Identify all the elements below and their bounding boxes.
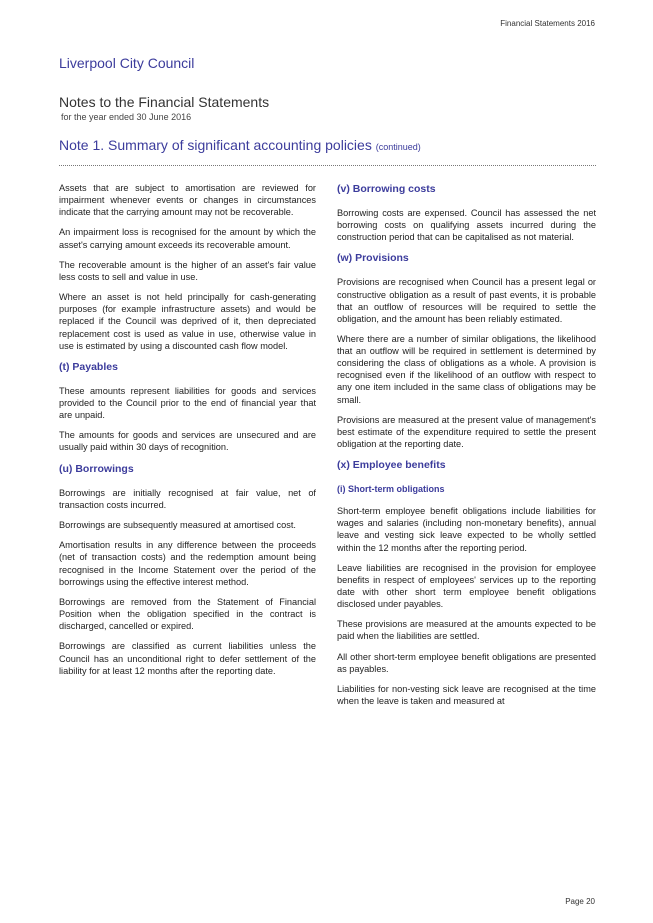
provisions-paragraph-1: Provisions are recognised when Council has a present legal or constructive obligation as a result of past events, it is probable that an outflow of resources will be required to settle the obligation, and the amount has been reliably estimated. bbox=[337, 277, 596, 324]
borrowings-paragraph-3: Amortisation results in any difference between the proceeds (net of transaction costs) and the redemption amount being recognised in the Income Statement over the period of the borrowings using the effective interest method. bbox=[59, 540, 316, 587]
continued-label: (continued) bbox=[375, 142, 421, 152]
borrowings-heading: (u) Borrowings bbox=[59, 462, 134, 475]
provisions-paragraph-3: Provisions are measured at the present value of management's best estimate of the expenditure required to settle the present obligation at the reporting date. bbox=[337, 414, 596, 449]
right-column bbox=[337, 182, 596, 716]
employee-benefits-heading: (x) Employee benefits bbox=[337, 459, 446, 472]
left-column bbox=[59, 182, 316, 685]
payables-paragraph-2: The amounts for goods and services are unsecured and are usually paid within 30 days of recognition. bbox=[59, 430, 316, 453]
employee-benefits-paragraph-2: Leave liabilities are recognised in the provision for employee benefits in respect of employees' services up to the reporting date with other short term employee benefit obligations disclosed under payables. bbox=[337, 562, 596, 610]
impairment-paragraph-1: Assets that are subject to amortisation are reviewed for impairment whenever events or changes in circumstances indicate that the carrying amount may not be recoverable. bbox=[59, 183, 316, 218]
notes-title: Notes to the Financial Statements bbox=[59, 94, 270, 110]
provisions-heading: (w) Provisions bbox=[337, 252, 409, 265]
organisation-name: Liverpool City Council bbox=[59, 55, 195, 71]
borrowing-costs-paragraph: Borrowing costs are expensed. Council has assessed the net borrowing costs on qualifying assets incurred during the construction period that can be capitalised as not material. bbox=[337, 208, 596, 243]
borrowing-costs-heading: (v) Borrowing costs bbox=[337, 183, 436, 195]
employee-benefits-paragraph-3: These provisions are measured at the amounts expected to be paid when the liabilities are settled. bbox=[337, 619, 596, 642]
payables-paragraph-1: These amounts represent liabilities for goods and services provided to the Council prior to the end of financial year that are unpaid. bbox=[59, 385, 316, 421]
provisions-paragraph-2: Where there are a number of similar obligations, the likelihood that an outflow will be required in settlement is determined by considering the class of obligations as a whole. A provision is recognised even if the likelihood of an outflow with respect to any one item included in the same class of obligations may be small. bbox=[337, 334, 596, 405]
short-term-obligations-heading: (i) Short-term obligations bbox=[337, 484, 445, 495]
borrowings-paragraph-4: Borrowings are removed from the Statement of Financial Position when the obligation specified in the contract is discharged, cancelled or expired. bbox=[59, 596, 316, 632]
page-number: Page 20 bbox=[565, 897, 595, 906]
document-label: Financial Statements 2016 bbox=[500, 19, 595, 28]
note-title: Note 1. Summary of significant accounting policies bbox=[59, 137, 372, 153]
employee-benefits-paragraph-1: Short-term employee benefit obligations include liabilities for wages and salaries (including non-monetary benefits), annual leave and vesting sick leave expected to be wholly settled within the 12 months after the reporting period. bbox=[337, 506, 596, 553]
employee-benefits-paragraph-5: Liabilities for non-vesting sick leave are recognised at the time when the leave is taken and measured at bbox=[337, 684, 596, 707]
borrowings-paragraph-5: Borrowings are classified as current liabilities unless the Council has an unconditional right to defer settlement of the liability for at least 12 months after the reporting date. bbox=[59, 641, 316, 676]
note-heading bbox=[59, 137, 421, 153]
impairment-paragraph-4: Where an asset is not held principally for cash-generating purposes (for example infrastructure assets) and would be replaced if the Council was deprived of it, then depreciated replacement cost is used as value in use, otherwise value in use is estimated by using a discounted cash flow model. bbox=[59, 292, 316, 351]
notes-period: for the year ended 30 June 2016 bbox=[61, 112, 192, 122]
impairment-paragraph-3: The recoverable amount is the higher of an asset's fair value less costs to sell and value in use. bbox=[59, 259, 316, 282]
employee-benefits-paragraph-4: All other short-term employee benefit obligations are presented as payables. bbox=[337, 651, 596, 674]
borrowings-paragraph-2: Borrowings are subsequently measured at amortised cost. bbox=[59, 520, 296, 531]
payables-heading: (t) Payables bbox=[59, 360, 118, 373]
section-divider bbox=[59, 165, 596, 166]
impairment-paragraph-2: An impairment loss is recognised for the amount by which the asset's carrying amount exceeds its recoverable amount. bbox=[59, 227, 316, 250]
borrowings-paragraph-1: Borrowings are initially recognised at fair value, net of transaction costs incurred. bbox=[59, 487, 316, 510]
